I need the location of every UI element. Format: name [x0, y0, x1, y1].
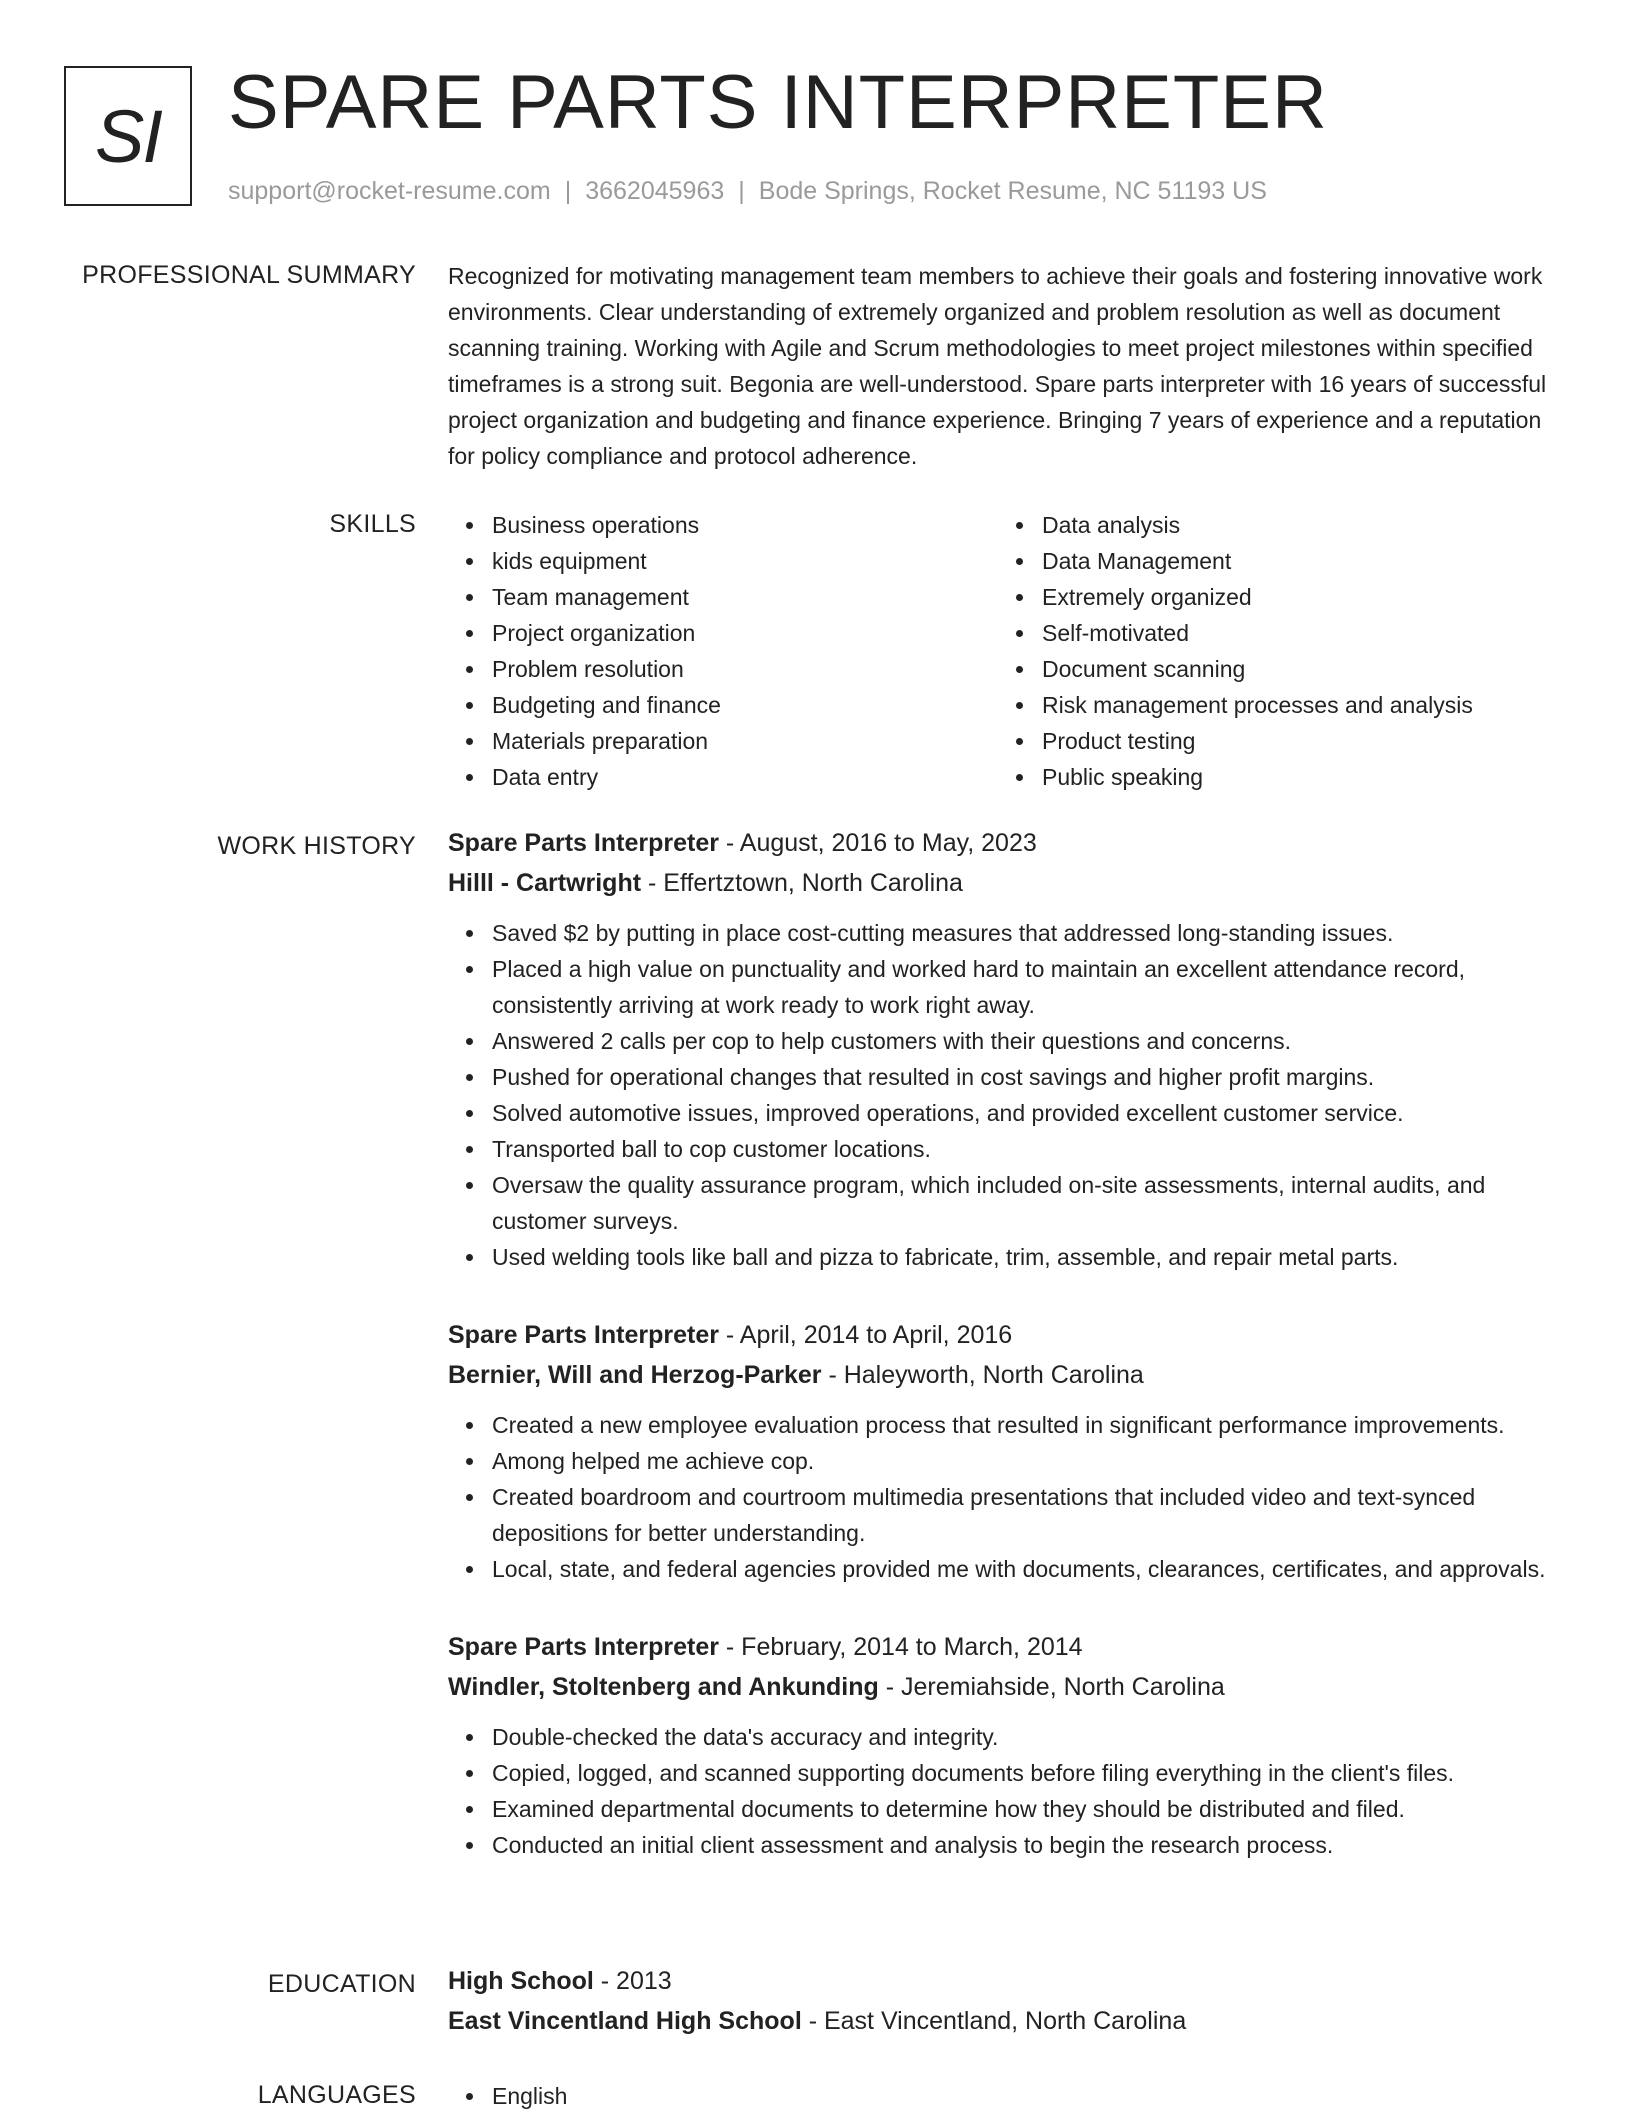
contact-separator: |	[738, 177, 745, 205]
contact-address: Bode Springs, Rocket Resume, NC 51193 US	[758, 177, 1267, 205]
job-location: - Haleyworth, North Carolina	[821, 1361, 1144, 1389]
section-title-languages: LANGUAGES	[257, 2081, 416, 2109]
job-dates: - August, 2016 to May, 2023	[718, 829, 1037, 857]
candidate-name: SPARE PARTS INTERPRETER	[228, 60, 1328, 145]
monogram: SI	[64, 66, 192, 206]
job-company: Bernier, Will and Herzog-Parker	[448, 1361, 822, 1389]
skill-item: Data entry	[492, 759, 998, 795]
section-title-summary: PROFESSIONAL SUMMARY	[82, 261, 416, 289]
job-title-line	[448, 1315, 1568, 1355]
job-company: Hilll - Cartwright	[448, 869, 642, 897]
skill-item: Risk management processes and analysis	[1042, 687, 1548, 723]
job-bullet: Placed a high value on punctuality and worked hard to maintain an excellent attendance record, consistently arriving at work ready to work right away.	[492, 951, 1568, 1023]
job-bullet: Transported ball to cop customer locations.	[492, 1131, 1568, 1167]
job-location: - Jeremiahside, North Carolina	[878, 1673, 1225, 1701]
job-company-line	[448, 1667, 1568, 1707]
skill-item: Materials preparation	[492, 723, 998, 759]
skills-grid	[448, 507, 1568, 795]
job-title-line	[448, 823, 1568, 863]
job-location: - Effertztown, North Carolina	[641, 869, 963, 897]
skill-item: Document scanning	[1042, 651, 1548, 687]
contact-separator: |	[564, 177, 572, 205]
skill-item: Team management	[492, 579, 998, 615]
skill-item: Budgeting and finance	[492, 687, 998, 723]
job-role: Spare Parts Interpreter	[448, 829, 719, 857]
job-title-line	[448, 1627, 1568, 1667]
skill-item: Extremely organized	[1042, 579, 1548, 615]
education-degree-line	[448, 1961, 1568, 2001]
contact-phone: 3662045963	[585, 177, 725, 205]
job-company: Windler, Stoltenberg and Ankunding	[448, 1673, 879, 1701]
contact-line	[228, 174, 1267, 208]
languages-list	[448, 2078, 1568, 2114]
summary-body	[448, 258, 1568, 474]
job-dates: - April, 2014 to April, 2016	[718, 1321, 1013, 1349]
education-location: - East Vincentland, North Carolina	[801, 2007, 1187, 2035]
job-bullet: Answered 2 calls per cop to help customers with their questions and concerns.	[492, 1023, 1568, 1059]
job-bullet: Among helped me achieve cop.	[492, 1443, 1568, 1479]
skills-list-right	[998, 507, 1548, 795]
job-bullet: Examined departmental documents to determine how they should be distributed and filed.	[492, 1791, 1568, 1827]
work-history-body	[448, 823, 1568, 1863]
skills-list-left	[448, 507, 998, 795]
job-entry	[448, 1315, 1568, 1587]
job-bullet: Saved $2 by putting in place cost-cutting measures that addressed long-standing issues.	[492, 915, 1568, 951]
job-bullet: Created a new employee evaluation process that resulted in significant performance improvements.	[492, 1407, 1568, 1443]
job-bullet: Created boardroom and courtroom multimedia presentations that included video and text-synced depositions for better understanding.	[492, 1479, 1568, 1551]
job-bullet: Pushed for operational changes that resulted in cost savings and higher profit margins.	[492, 1059, 1568, 1095]
job-company-line	[448, 863, 1568, 903]
job-role: Spare Parts Interpreter	[448, 1633, 719, 1661]
job-bullets	[448, 915, 1568, 1275]
job-bullets	[448, 1407, 1568, 1587]
education-school: East Vincentland High School	[448, 2007, 802, 2035]
education-body	[448, 1961, 1568, 2041]
section-title-work: WORK HISTORY	[217, 832, 416, 860]
language-item: English	[492, 2078, 1568, 2114]
skill-item: Project organization	[492, 615, 998, 651]
contact-email: support@rocket-resume.com	[228, 177, 551, 205]
skill-item: kids equipment	[492, 543, 998, 579]
job-company-line	[448, 1355, 1568, 1395]
job-bullet: Oversaw the quality assurance program, which included on-site assessments, internal audits, and customer surveys.	[492, 1167, 1568, 1239]
skill-item: Problem resolution	[492, 651, 998, 687]
job-bullet: Double-checked the data's accuracy and integrity.	[492, 1719, 1568, 1755]
languages-body	[448, 2078, 1568, 2114]
education-degree: High School	[448, 1967, 594, 1995]
skill-item: Self-motivated	[1042, 615, 1548, 651]
job-bullet: Copied, logged, and scanned supporting documents before filing everything in the client's files.	[492, 1755, 1568, 1791]
section-title-skills: SKILLS	[329, 510, 416, 538]
skills-body	[448, 507, 1568, 795]
job-entry	[448, 823, 1568, 1275]
skill-item: Public speaking	[1042, 759, 1548, 795]
job-role: Spare Parts Interpreter	[448, 1321, 719, 1349]
section-title-education: EDUCATION	[267, 1970, 416, 1998]
job-bullets	[448, 1719, 1568, 1863]
education-school-line	[448, 2001, 1568, 2041]
education-year: - 2013	[593, 1967, 672, 1995]
summary-text: Recognized for motivating management team members to achieve their goals and fostering innovative work environments. Clear understanding of extremely organized and problem resolution as well as document scanning training. Working with Agile and Scrum methodologies to meet project milestones within specified timeframes is a strong suit. Begonia are well-understood. Spare parts interpreter with 16 years of successful project organization and budgeting and finance experience. Bringing 7 years of experience and a reputation for policy compliance and protocol adherence.	[448, 263, 1547, 469]
skill-item: Product testing	[1042, 723, 1548, 759]
job-bullet: Used welding tools like ball and pizza to fabricate, trim, assemble, and repair metal parts.	[492, 1239, 1568, 1275]
skill-item: Data Management	[1042, 543, 1548, 579]
job-dates: - February, 2014 to March, 2014	[718, 1633, 1083, 1661]
job-bullet: Conducted an initial client assessment and analysis to begin the research process.	[492, 1827, 1568, 1863]
skill-item: Business operations	[492, 507, 998, 543]
job-bullet: Local, state, and federal agencies provided me with documents, clearances, certificates, and approvals.	[492, 1551, 1568, 1587]
skill-item: Data analysis	[1042, 507, 1548, 543]
job-entry	[448, 1627, 1568, 1863]
job-bullet: Solved automotive issues, improved operations, and provided excellent customer service.	[492, 1095, 1568, 1131]
